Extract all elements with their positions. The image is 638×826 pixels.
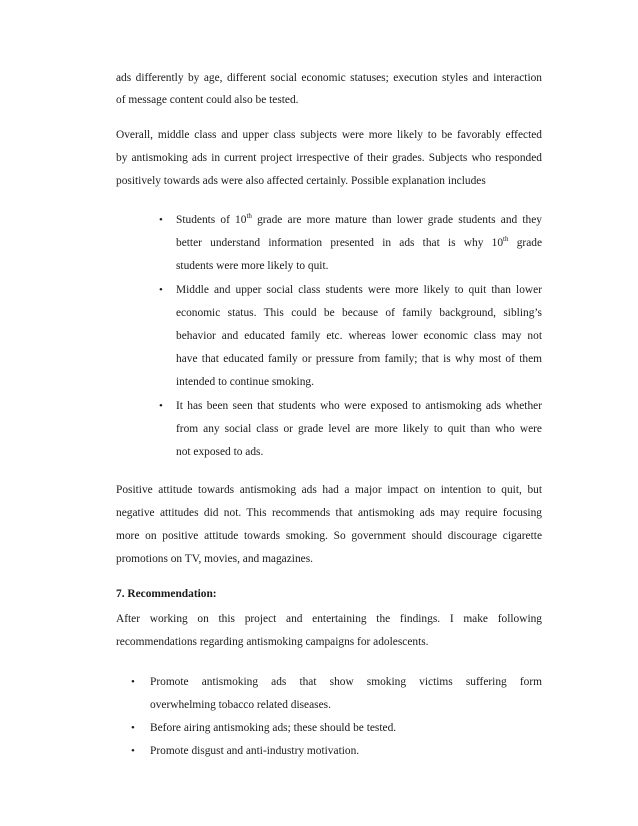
para1-line-3: positively towards ads were also affected certainly. Possible explanation includes (116, 175, 486, 187)
recommendation-2: Before airing antismoking ads; these should be tested. (150, 722, 397, 734)
para1-line-1: Overall, middle class and upper class subjects were more likely to be favorably effected (116, 129, 542, 141)
bullet-point: • (131, 722, 135, 734)
bullet-point: • (159, 284, 163, 296)
recommendation-1-line-1: Promote antismoking ads that show smoking victims suffering form (150, 676, 542, 688)
bullet1-line-3: students were more likely to quit. (176, 260, 329, 272)
para2-line-1: Positive attitude towards antismoking ads had a major impact on intention to quit, but (116, 484, 542, 496)
bullet3-line-2: from any social class or grade level are more likely to quit than who were (176, 423, 542, 435)
para1-line-2: by antismoking ads in current project irrespective of their grades. Subjects who responded (116, 152, 542, 164)
para2-line-3: more on positive attitude towards smoking. So government should discourage cigarette (116, 530, 542, 542)
bullet3-line-1: It has been seen that students who were exposed to antismoking ads whether (176, 400, 542, 412)
bullet2-line-3: behavior and educated family etc. whereas lower economic class may not (176, 330, 542, 342)
intro-line-1: ads differently by age, different social economic statuses; execution styles and interaction (116, 72, 542, 84)
bullet2-line-4: have that educated family or pressure from family; that is why most of them (176, 353, 542, 365)
bullet-point: • (159, 214, 163, 226)
para3-line-2: recommendations regarding antismoking campaigns for adolescents. (116, 636, 429, 648)
para3-line-1: After working on this project and entertaining the findings. I make following (116, 613, 542, 625)
bullet1-line-2: better understand information presented in ads that is why 10th grade (176, 235, 542, 249)
recommendation-3: Promote disgust and anti-industry motivation. (150, 745, 360, 757)
para2-line-4: promotions on TV, movies, and magazines. (116, 553, 313, 565)
section-heading: 7. Recommendation: (116, 588, 217, 600)
bullet2-line-5: intended to continue smoking. (176, 376, 314, 388)
bullet2-line-2: economic status. This could be because of family background, sibling’s (176, 307, 542, 319)
bullet2-line-1: Middle and upper social class students were more likely to quit than lower (176, 284, 542, 296)
intro-line-2: of message content could also be tested. (116, 94, 299, 106)
bullet-point: • (131, 745, 135, 757)
bullet-point: • (159, 400, 163, 412)
bullet3-line-3: not exposed to ads. (176, 446, 264, 458)
para2-line-2: negative attitudes did not. This recommends that antismoking ads may require focusing (116, 507, 542, 519)
bullet-point: • (131, 676, 135, 688)
recommendation-1-line-2: overwhelming tobacco related diseases. (150, 699, 331, 711)
bullet1-line-1: Students of 10th grade are more mature than lower grade students and they (176, 212, 542, 226)
